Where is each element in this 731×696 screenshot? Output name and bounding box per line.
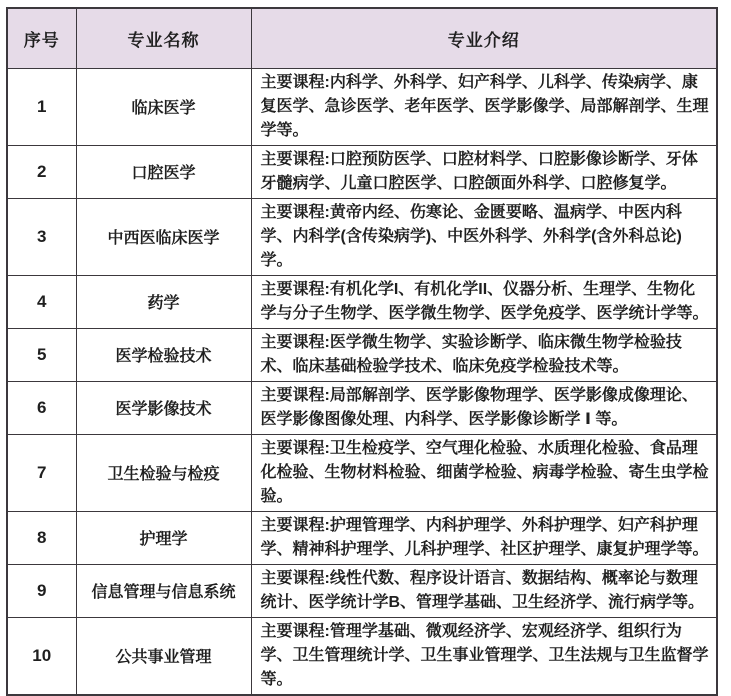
major-name: 医学影像技术 xyxy=(76,381,251,434)
row-index: 9 xyxy=(7,564,76,617)
major-name: 信息管理与信息系统 xyxy=(76,564,251,617)
major-intro: 主要课程:医学微生物学、实验诊断学、临床微生物学检验技术、临床基础检验学技术、临床免疫学检验技术等。 xyxy=(251,328,717,381)
table-row xyxy=(7,617,717,695)
major-name: 护理学 xyxy=(76,511,251,564)
table-row xyxy=(7,328,717,381)
major-intro: 主要课程:局部解剖学、医学影像物理学、医学影像成像理论、医学影像图像处理、内科学、医学影像诊断学 Ⅰ 等。 xyxy=(251,381,717,434)
row-index: 4 xyxy=(7,275,76,328)
major-name: 医学检验技术 xyxy=(76,328,251,381)
row-index: 1 xyxy=(7,68,76,145)
row-index: 8 xyxy=(7,511,76,564)
table-row xyxy=(7,275,717,328)
row-index: 6 xyxy=(7,381,76,434)
major-intro: 主要课程:黄帝内经、伤寒论、金匮要略、温病学、中医内科学、内科学(含传染病学)、中医外科学、外科学(含外科总论)学。 xyxy=(251,198,717,275)
major-name: 中西医临床医学 xyxy=(76,198,251,275)
row-index: 10 xyxy=(7,617,76,695)
major-intro: 主要课程:护理管理学、内科护理学、外科护理学、妇产科护理学、精神科护理学、儿科护理学、社区护理学、康复护理学等。 xyxy=(251,511,717,564)
major-name: 卫生检验与检疫 xyxy=(76,434,251,511)
row-index: 7 xyxy=(7,434,76,511)
row-index: 5 xyxy=(7,328,76,381)
major-intro: 主要课程:管理学基础、微观经济学、宏观经济学、组织行为学、卫生管理统计学、卫生事业管理学、卫生法规与卫生监督学等。 xyxy=(251,617,717,695)
col-header-intro: 专业介绍 xyxy=(251,8,717,68)
major-name: 药学 xyxy=(76,275,251,328)
major-name: 公共事业管理 xyxy=(76,617,251,695)
major-name: 口腔医学 xyxy=(76,145,251,198)
header-row xyxy=(7,8,717,68)
table-row xyxy=(7,381,717,434)
row-index: 3 xyxy=(7,198,76,275)
table-row xyxy=(7,145,717,198)
majors-table xyxy=(6,7,718,696)
table-row xyxy=(7,68,717,145)
table-row xyxy=(7,564,717,617)
col-header-index: 序号 xyxy=(7,8,76,68)
major-name: 临床医学 xyxy=(76,68,251,145)
col-header-major: 专业名称 xyxy=(76,8,251,68)
major-intro: 主要课程:口腔预防医学、口腔材料学、口腔影像诊断学、牙体牙髓病学、儿童口腔医学、口腔颌面外科学、口腔修复学。 xyxy=(251,145,717,198)
table-row xyxy=(7,198,717,275)
table-row xyxy=(7,511,717,564)
major-intro: 主要课程:有机化学I、有机化学II、仪器分析、生理学、生物化学与分子生物学、医学微生物学、医学免疫学、医学统计学等。 xyxy=(251,275,717,328)
major-intro: 主要课程:卫生检疫学、空气理化检验、水质理化检验、食品理化检验、生物材料检验、细菌学检验、病毒学检验、寄生虫学检验。 xyxy=(251,434,717,511)
table-row xyxy=(7,434,717,511)
major-intro: 主要课程:线性代数、程序设计语言、数据结构、概率论与数理统计、医学统计学B、管理学基础、卫生经济学、流行病学等。 xyxy=(251,564,717,617)
major-intro: 主要课程:内科学、外科学、妇产科学、儿科学、传染病学、康复医学、急诊医学、老年医学、医学影像学、局部解剖学、生理学等。 xyxy=(251,68,717,145)
row-index: 2 xyxy=(7,145,76,198)
